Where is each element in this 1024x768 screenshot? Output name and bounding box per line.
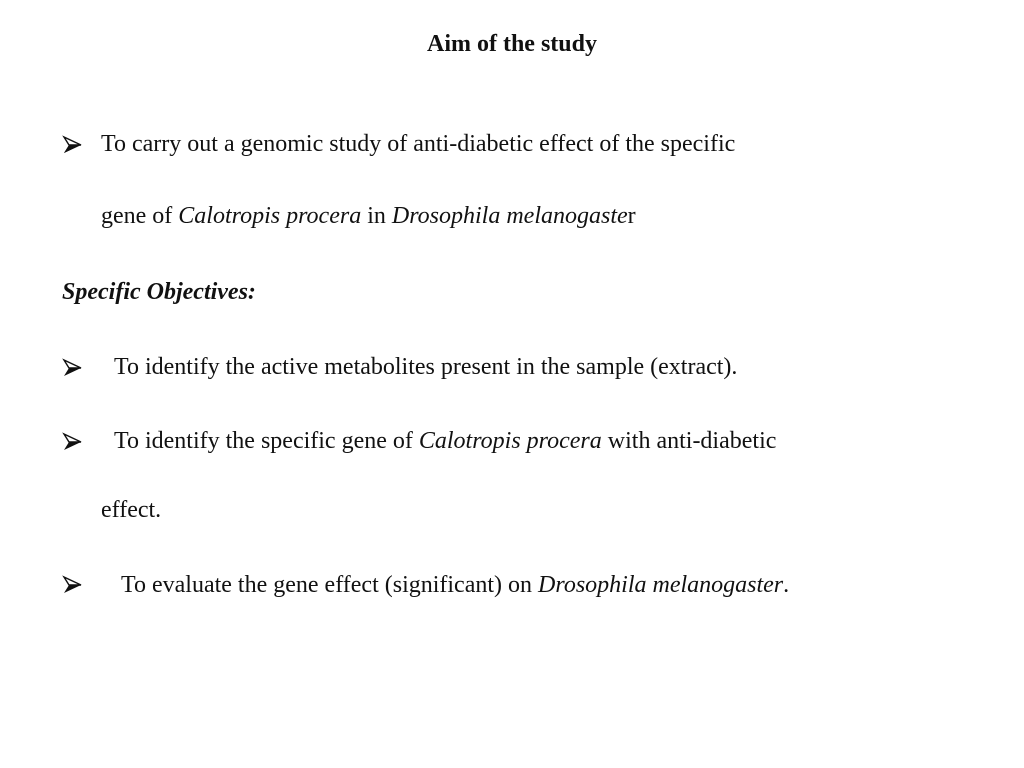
slide-title: Aim of the study <box>426 31 597 57</box>
species-name: Calotropis procera <box>418 428 602 454</box>
aim-text: in <box>361 203 392 229</box>
aim-text: r <box>627 203 636 229</box>
objective-2 <box>114 426 776 456</box>
objectives-heading: Specific Objectives: <box>62 279 256 305</box>
arrowhead-bullet-icon <box>62 570 84 600</box>
species-name: Drosophila melanogaster <box>538 572 784 598</box>
aim-text: gene of <box>101 203 179 229</box>
objective-text: . <box>783 572 790 598</box>
objective-text: with anti-diabetic <box>601 428 777 454</box>
objective-2-continued: effect. <box>101 497 162 523</box>
arrowhead-bullet-icon <box>62 353 84 383</box>
objective-text: To evaluate the gene effect (significant) on <box>121 572 539 598</box>
species-name: Calotropis procera <box>178 203 362 229</box>
objective-3 <box>121 570 789 600</box>
objective-text: To identify the specific gene of <box>114 428 419 454</box>
arrowhead-bullet-icon <box>62 130 84 160</box>
objective-1: To identify the active metabolites present in the sample (extract). <box>114 354 738 380</box>
arrowhead-bullet-icon <box>62 427 84 457</box>
aim-line-1: To carry out a genomic study of anti-diabetic effect of the specific <box>101 131 736 157</box>
aim-line-2 <box>101 201 636 231</box>
species-name: Drosophila melanogaste <box>391 203 628 229</box>
